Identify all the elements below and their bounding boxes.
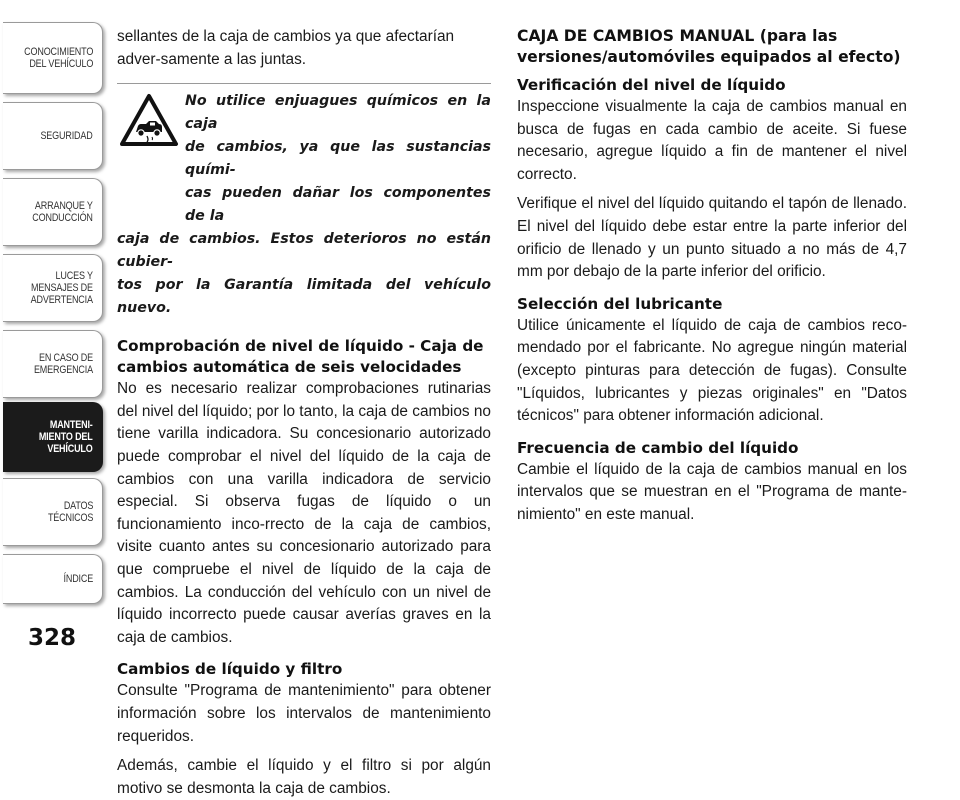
tab-arranque-y-conduccion[interactable] (3, 178, 103, 246)
warning-car-icon (119, 93, 179, 147)
right-column (517, 26, 907, 527)
section-body: No es necesario realizar comprobaciones rutinarias del nivel del líquido; por lo tanto, la caja de cambios no tiene varilla indicadora. Su concesionario autorizado puede comprobar el nivel del líquido de la caja de cambios con una varilla indicadora de servicio especial. Si observa fugas de líquido o un funcionamiento inco-rrecto de la caja de cambios, visite cuanto antes su concesionario autorizado para que compruebe el nivel de líquido de la caja de cambios. La conducción del vehículo con un nivel de líquido incorrecto puede causar averías graves en la caja de cambios. (117, 380, 491, 646)
page-section-title: CAJA DE CAMBIOS MANUAL (para las versiones/automóviles equipados al efecto) (517, 27, 901, 66)
tab-seguridad[interactable] (3, 102, 103, 170)
section-heading-manual-fluid-check: Verificación del nivel de líquido (517, 76, 786, 94)
section-heading-lubricant-selection: Selección del lubricante (517, 294, 723, 313)
section-body: Cambie el líquido de la caja de cambios manual en los intervalos que se muestran en el "Programa de mante-nimiento" en este manual. (517, 460, 907, 523)
section-body: Inspeccione visualmente la caja de cambios manual en busca de fugas en cada cambio de aceite. Si fuese necesario, agregue líquido a fin de mantener el nivel correcto. (517, 98, 907, 183)
tab-label: DATOS TÉCNICOS (47, 500, 93, 524)
tab-datos-tecnicos[interactable] (3, 478, 103, 546)
tab-label: ÍNDICE (63, 573, 93, 585)
tab-label: SEGURIDAD (40, 130, 93, 142)
chapter-tabs (0, 0, 104, 678)
section-body: Consulte "Programa de mantenimiento" para obtener información sobre los intervalos de mantenimiento requeridos. (117, 682, 491, 745)
section-heading-fluid-change-frequency: Frecuencia de cambio del líquido (517, 438, 799, 457)
warning-line: cas pueden dañar los componentes de la (185, 185, 491, 225)
left-column (117, 26, 491, 800)
section-body: Utilice únicamente el líquido de caja de cambios reco-mendado por el fabricante. No agregue ningún material (excepto pinturas para detección de fugas). Consulte "Líquidos, lubricantes y piezas originales" en "Datos técnicos" para obtener información adicional. (517, 316, 907, 425)
warning-line: No utilice enjuagues químicos en la caja (185, 93, 491, 133)
tab-label: LUCES Y MENSAJES DE ADVERTENCIA (30, 270, 93, 306)
warning-line: tos por la Garantía limitada del vehículo nuevo. (117, 277, 491, 317)
section-heading-fluid-filter-change: Cambios de líquido y filtro (117, 660, 343, 679)
page-number: 328 (28, 625, 77, 651)
section-body: Verifique el nivel del líquido quitando el tapón de llenado. El nivel del líquido debe estar entre la parte inferior del orificio de llenado y un punto situado a no más de 4,7 mm por debajo de la parte inferior del orificio. (517, 195, 907, 281)
tab-label: ARRANQUE Y CONDUCCIÓN (32, 200, 93, 224)
warning-line: caja de cambios. Estos deterioros no están cubier- (117, 231, 491, 271)
tab-mantenimiento-del-vehiculo[interactable] (3, 402, 103, 472)
tab-conocimiento-del-vehiculo[interactable] (3, 22, 103, 94)
tab-label: MANTENI- MIENTO DEL VEHÍCULO (39, 419, 93, 455)
tab-indice[interactable] (3, 554, 103, 604)
warning-box (117, 83, 491, 320)
tab-luces-y-mensajes[interactable] (3, 254, 103, 322)
warning-line: de cambios, ya que las sustancias quími- (185, 139, 491, 179)
tab-label: CONOCIMIENTO DEL VEHÍCULO (23, 46, 93, 70)
intro-paragraph: sellantes de la caja de cambios ya que afectarían adver-samente a las juntas. (117, 28, 455, 68)
tab-en-caso-de-emergencia[interactable] (3, 330, 103, 398)
section-heading-automatic-fluid-level: Comprobación de nivel de líquido - Caja de cambios automática de seis velocidades (117, 337, 484, 377)
tab-label: EN CASO DE EMERGENCIA (33, 352, 93, 376)
section-body: Además, cambie el líquido y el filtro si por algún motivo se desmonta la caja de cambios. (117, 757, 491, 797)
